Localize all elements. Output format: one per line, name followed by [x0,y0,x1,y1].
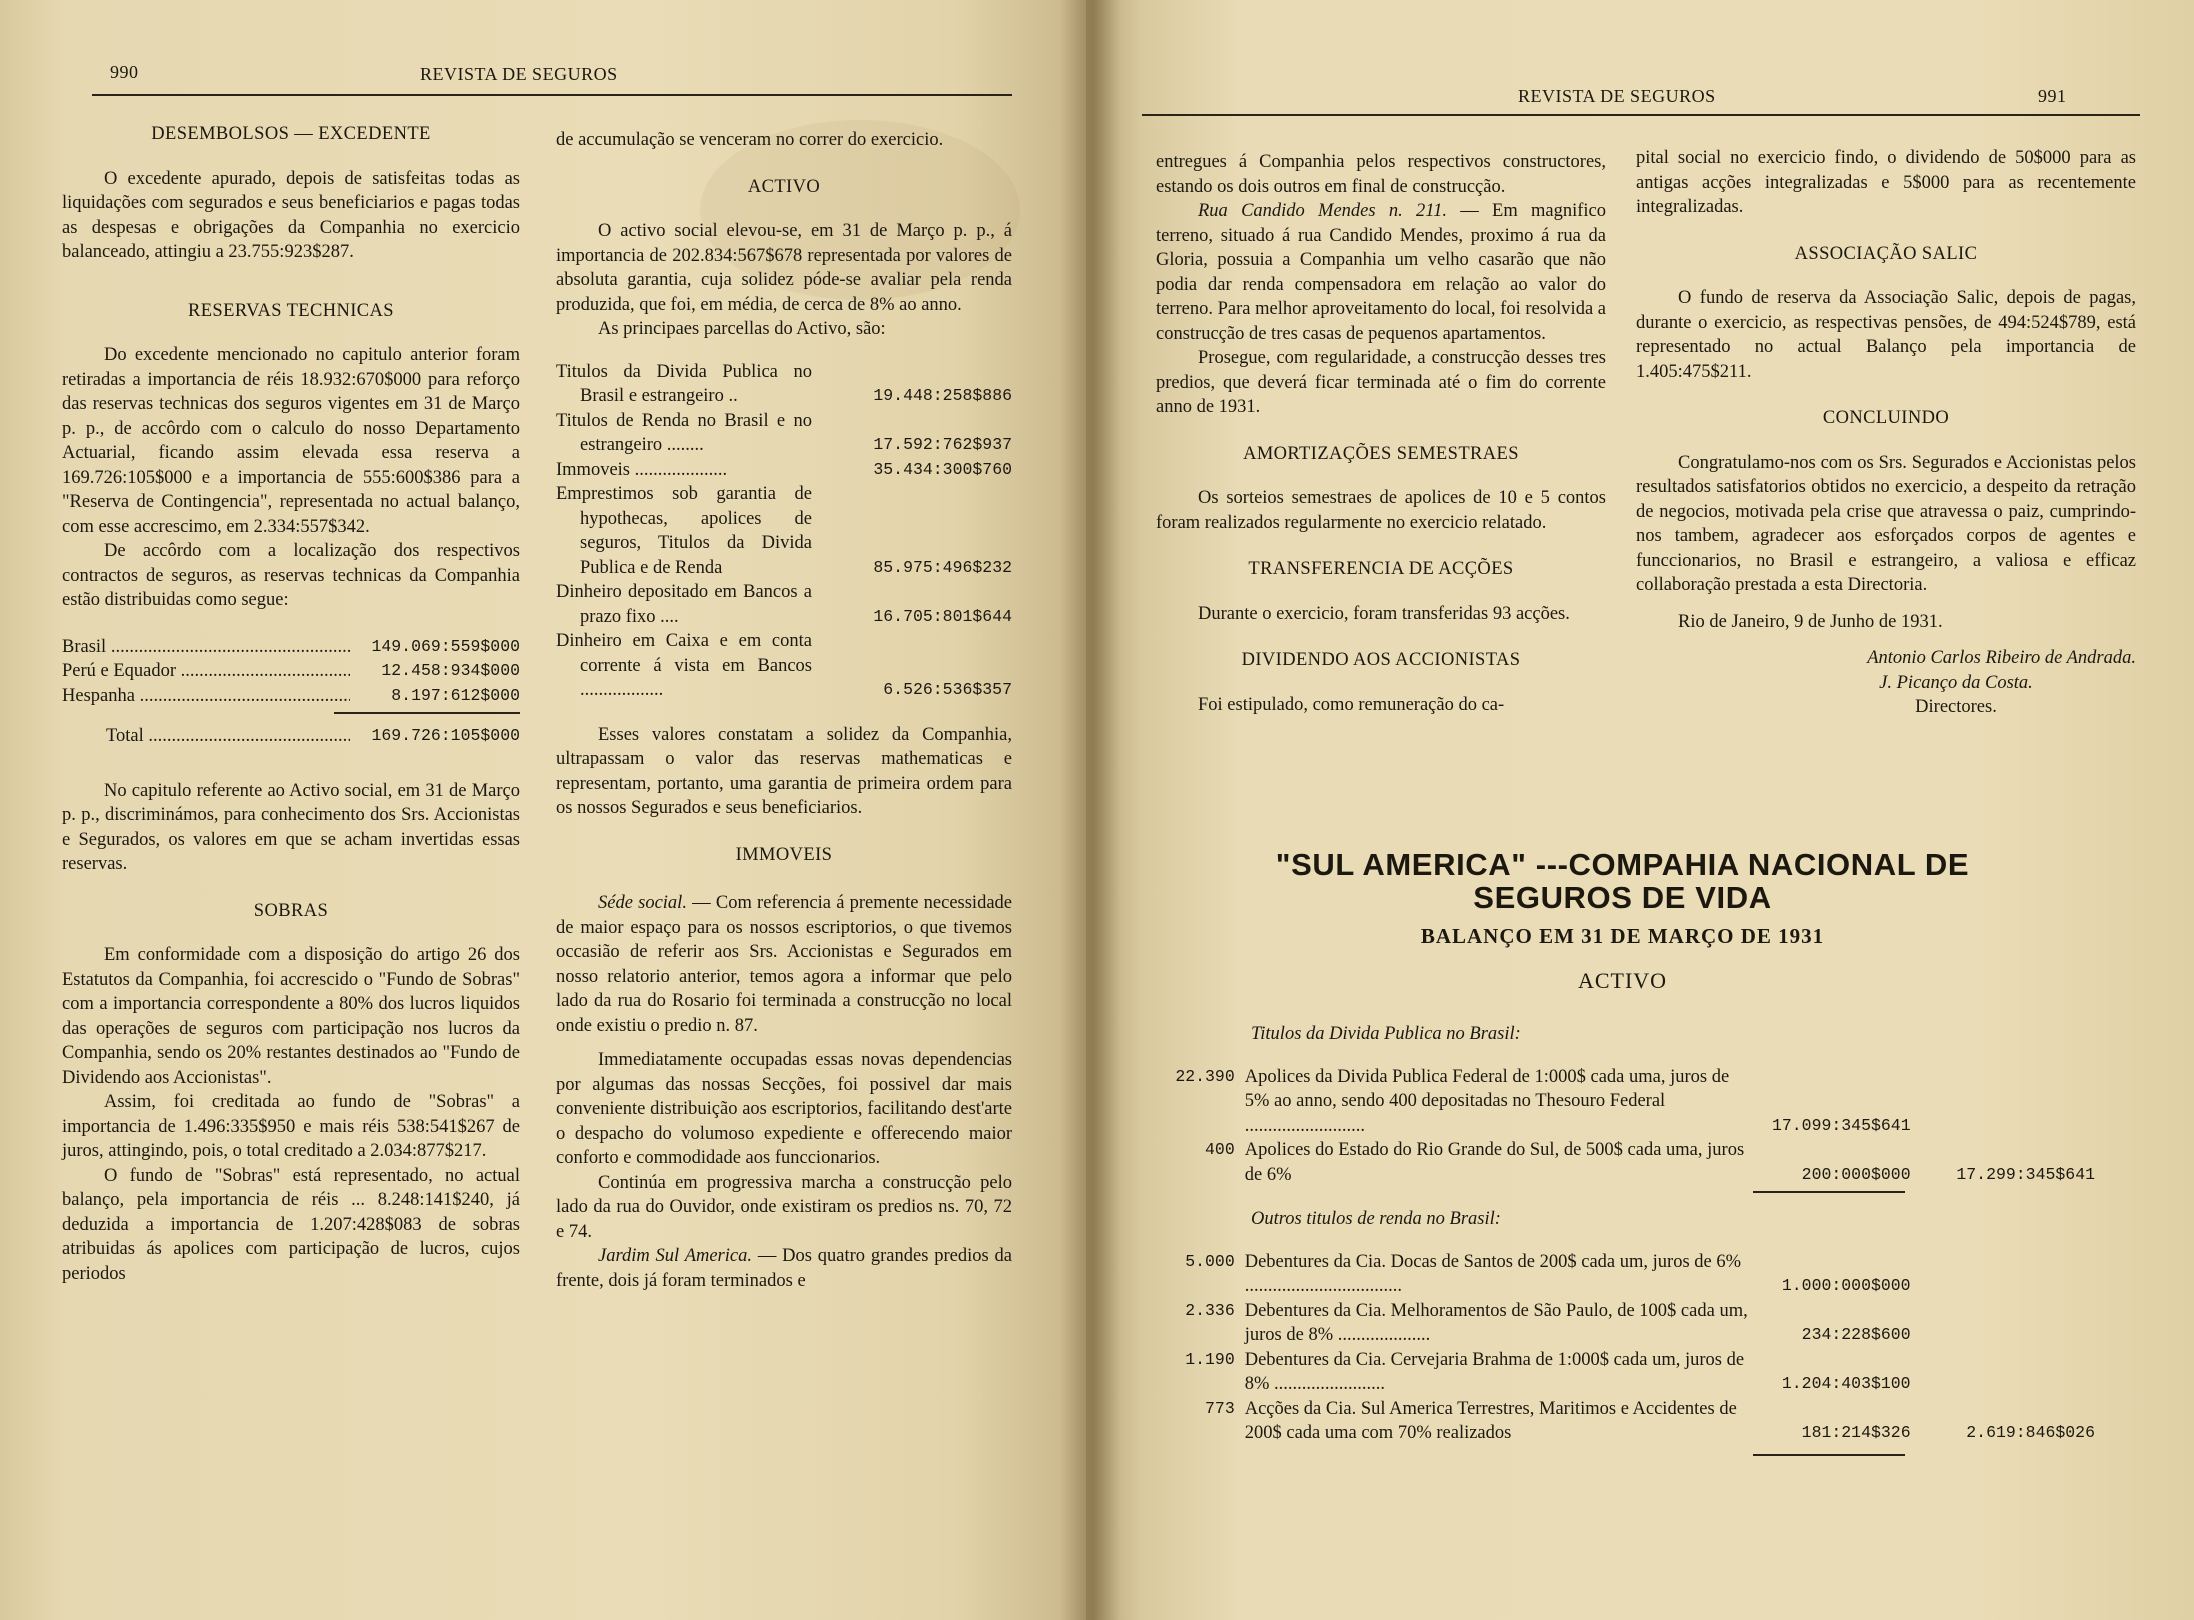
paragraph-capital: pital social no exercicio findo, o dividendo de 50$000 para as antigas acções integralizadas e 5$000 para as recentemente integralizadas. [1636,148,2136,217]
balance-row: 400 Apolices do Estado do Rio Grande do Sul, de 500$ cada uma, juros de 6% 200:000$000 17.299:345$641 [1205,1140,2095,1185]
activo-item: Dinheiro depositado em Bancos a prazo fixo .... 16.705:801$644 [556,582,1012,627]
heading-dividendo: DIVIDENDO AOS ACCIONISTAS [1241,650,1521,670]
balance-section-2: Outros titulos de renda no Brasil: [1251,1209,1501,1229]
paragraph-immoveis-2: Immediatamente occupadas essas novas dependencias por algumas das nossas Secções, foi possivel dar mais conveniente distribuição aos escriptorios, facilitando dest'arte o despacho do volumoso expediente e offerecendo maior conforto e commodidade aos funccionarios. [556,1050,1012,1168]
date-line: Rio de Janeiro, 9 de Junho de 1931. [1678,611,1943,632]
label-sede-social: Séde social. [598,893,687,913]
paragraph-sobras-3: O fundo de "Sobras" está representado, no actual balanço, pela importancia de réis ... 8.248:141$240, já deduzida a importancia de 1.207:428$083 de sobras atribuidas ás apolices com participação de lucros, cujos periodos [62,1165,520,1284]
heading-immoveis: IMMOVEIS [735,844,833,865]
paragraph-amortizacoes: Os sorteios semestraes de apolices de 10 e 5 contos foram realizados regularmente no exercicio relatado. [1156,488,1606,533]
balance-section-1: Titulos da Divida Publica no Brasil: [1251,1024,1521,1044]
label-jardim: Jardim Sul America. [598,1246,752,1266]
total-rule [334,712,520,714]
page-number-right: 991 [2038,86,2067,106]
binding-gutter [1060,0,1120,1620]
paragraph-activo-ref: No capitulo referente ao Activo social, em 31 de Março p. p., discriminámos, para conhecimento dos Srs. Accionistas e Segurados, os valores em que se acham invertidas essas reservas. [62,780,520,874]
balance-title [1140,848,2105,914]
dist-row: Hespanha ..... 8.197:612$000 [62,684,520,709]
balance-subtitle: BALANÇO EM 31 DE MARÇO DE 1931 [1420,924,1825,948]
paragraph-entregues: entregues á Companhia pelos respectivos constructores, estando os dois outros em final de construcção. [1156,152,1606,197]
heading-associacao: ASSOCIAÇÃO SALIC [1794,243,1978,264]
balance-row: 773 Acções da Cia. Sul America Terrestres, Maritimos e Accidentes de 200$ cada uma com 70% realizados 181:214$326 2.619:846$026 [1205,1398,2095,1443]
paragraph-desembolsos: O excedente apurado, depois de satisfeitas todas as liquidações com segurados e seus beneficiarios e pagas todas as despesas e obrigações da Companhia no exercicio balanceado, attingiu a 23.755:923$287. [62,168,520,262]
paragraph-concluindo: Congratulamo-nos com os Srs. Segurados e Accionistas pelos resultados satisfatorios obtidos no exercicio, a despeito da retração de negocios, motivada pela crise que atravessa o paiz, cumprindo-nos tambem, agradecer aos esforçados corpos de agentes e funccionarios, no Brasil e estrangeiro, a valiosa e efficaz collaboração prestada a esta Directoria. [1636,452,2136,595]
heading-amortizacoes: AMORTIZAÇÕES SEMESTRAES [1243,443,1519,464]
activo-item: Titulos de Renda no Brasil e no estrangeiro ........ 17.592:762$937 [556,410,1012,455]
activo-item: Dinheiro em Caixa e em conta corrente á vista em Bancos .................. 6.526:536$357 [556,631,1012,700]
header-rule-left [92,94,1012,96]
balance-table [1150,1008,2095,1456]
heading-sobras: SOBRAS [253,900,329,921]
paragraph-immoveis-3: Continúa em progressiva marcha a construcção pelo lado da rua do Ouvidor, onde existiram os predios ns. 70, 72 e 74. [556,1172,1012,1242]
dist-row: Brasil ..... 149.069:559$000 [62,635,520,660]
right-column-1 [1156,150,1606,717]
balance-row: 5.000 Debentures da Cia. Docas de Santos de 200$ cada um, juros de 6% .................................. 1.000:000$000 [1185,1251,1911,1296]
heading-activo: ACTIVO [747,176,821,197]
activo-item: Titulos da Divida Publica no Brasil e estrangeiro .. 19.448:258$886 [556,361,1012,406]
paragraph-sobras-1: Em conformidade com a disposição do artigo 26 dos Estatutos da Companhia, foi accrescido o "Fundo de Sobras" com a importancia correspondente a 80% dos lucros liquidos das operações de seguros com participação nos lucros da Companhia, sendo os 20% restantes destinados ao "Fundo de Dividendo aos Accionistas". [62,945,520,1088]
heading-desembolsos: DESEMBOLSOS — EXCEDENTE [151,124,431,144]
paragraph-activo-2: As principaes parcellas do Activo, são: [598,319,886,339]
paragraph-immoveis-1: — Com referencia á premente necessidade de maior espaço para os nossos escriptorios, o que tivemos occasião de referir aos Srs. Accionistas e Segurados em nosso relatorio anterior, temos agora a informar que pelo lado da rua do Rosario foi terminada a construcção no local onde existiu o predio n. 87. [556,893,1012,1036]
balance-activo-heading: ACTIVO [1577,968,1668,993]
heading-reservas: RESERVAS TECHNICAS [187,300,394,321]
paragraph-associacao: O fundo de reserva da Associação Salic, depois de pagas, durante o exercicio, as respectivas pensões, de 494:524$789, está representado no actual Balanço pela importancia de 1.405:475$211. [1636,288,2136,382]
balance-end-rule [1150,1446,2095,1456]
running-header-left: REVISTA DE SEGUROS [420,64,618,84]
balance-row: 1.190 Debentures da Cia. Cervejaria Brahma de 1:000$ cada um, juros de 8% ........................ 1.204:403$100 [1185,1349,1911,1394]
left-page [0,0,1086,1620]
header-rule-right [1142,114,2140,116]
balance-title-line-2: SEGUROS DE VIDA [1473,880,1772,915]
running-header-right: REVISTA DE SEGUROS [1518,86,1716,106]
balance-row: 2.336 Debentures da Cia. Melhoramentos de São Paulo, de 100$ cada um, juros de 8% .................... 234:228$600 [1185,1300,1911,1345]
paragraph-sobras-2: Assim, foi creditada ao fundo de "Sobras" a importancia de 1.496:335$950 e mais réis 538:541$267 de juros, attingindo, pois, o total creditado a 2.034:877$217. [62,1092,520,1161]
paragraph-reservas-1: Do excedente mencionado no capitulo anterior foram retiradas a importancia de réis 18.932:670$000 para reforço das reservas technicas dos seguros vigentes em 31 de Março p. p., de accôrdo com o calculo do nosso Departamento Actuarial, ficando assim elevada essa reserva a 169.726:105$000 e a importancia de 555:600$386 para a "Reserva de Contingencia", representada no actual balanço, com esse accrescimo, em 2.334:557$342. [62,345,520,537]
balance-row: 22.390 Apolices da Divida Publica Federal de 1:000$ cada uma, juros de 5% ao anno, sendo 400 depositadas no Thesouro Federal .......................... 17.099:345$641 [1175,1066,1911,1136]
paragraph-activo-1: O activo social elevou-se, em 31 de Março p. p., á importancia de 202.834:567$678 representada por valores de absoluta garantia, cuja solidez póde-se avaliar pela renda produzida, que foi, em média, de cerca de 8% ao anno. [556,221,1012,315]
paragraph-immoveis-4: — Dos quatro grandes predios da frente, dois já foram terminados e [556,1246,1013,1291]
paragraph-rua: — Em magnifico terreno, situado á rua Candido Mendes, proximo á rua da Gloria, possuia a Companhia um velho casarão que não podia dar renda compensadora em relação ao valor do terreno. Para melhor aproveitamento do local, foi resolvida a construcção de tres casas de pequenos apartamentos. [1156,201,1606,344]
activo-item: Emprestimos sob garantia de hypothecas, apolices de seguros, Titulos da Divida Publica e de Renda 85.975:496$232 [556,484,1012,578]
paragraph-accumulacao: de accumulação se venceram no correr do exercicio. [556,130,944,150]
right-column-2 [1636,146,2136,720]
page-number-left: 990 [110,62,139,82]
heading-transferencia: TRANSFERENCIA DE ACÇÕES [1248,559,1514,579]
left-column-2 [556,128,1012,1293]
paragraph-transferencia: Durante o exercicio, foram transferidas 93 acções. [1198,603,1570,624]
heading-concluindo: CONCLUINDO [1822,408,1950,428]
balance-title-line-1: "SUL AMERICA" ---COMPAHIA NACIONAL DE [1275,847,1970,882]
paragraph-prosegue: Prosegue, com regularidade, a construcção desses tres predios, que deverá ficar terminada até o fim do corrente anno de 1931. [1156,348,1606,417]
paragraph-reservas-2: De accôrdo com a localização dos respectivos contractos de seguros, as reservas technicas da Companhia estão distribuidas como segue: [62,541,520,610]
total-row: Total ..... 169.726:105$000 [62,724,520,749]
balance-subtotal-rule [1150,1187,2095,1193]
left-column-1 [62,122,520,1286]
paragraph-activo-3: Esses valores constatam a solidez da Companhia, ultrapassam o valor das reservas mathematicas e representam, portanto, uma garantia de primeira ordem para os nossos Segurados e seus beneficiarios. [556,724,1012,818]
signature-role: Directores. [1915,697,1997,717]
label-rua-candido: Rua Candido Mendes n. 211. [1198,201,1447,221]
signature-1: Antonio Carlos Ribeiro de Andrada. [1867,648,2136,668]
activo-item: Immoveis .................... 35.434:300$760 [556,459,1012,480]
reserves-distribution [62,635,520,749]
activo-items [556,360,1012,703]
dist-row: Perú e Equador ..... 12.458:934$000 [62,659,520,684]
signature-2: J. Picanço da Costa. [1879,672,2033,693]
paragraph-dividendo: Foi estipulado, como remuneração do ca- [1198,694,1505,715]
